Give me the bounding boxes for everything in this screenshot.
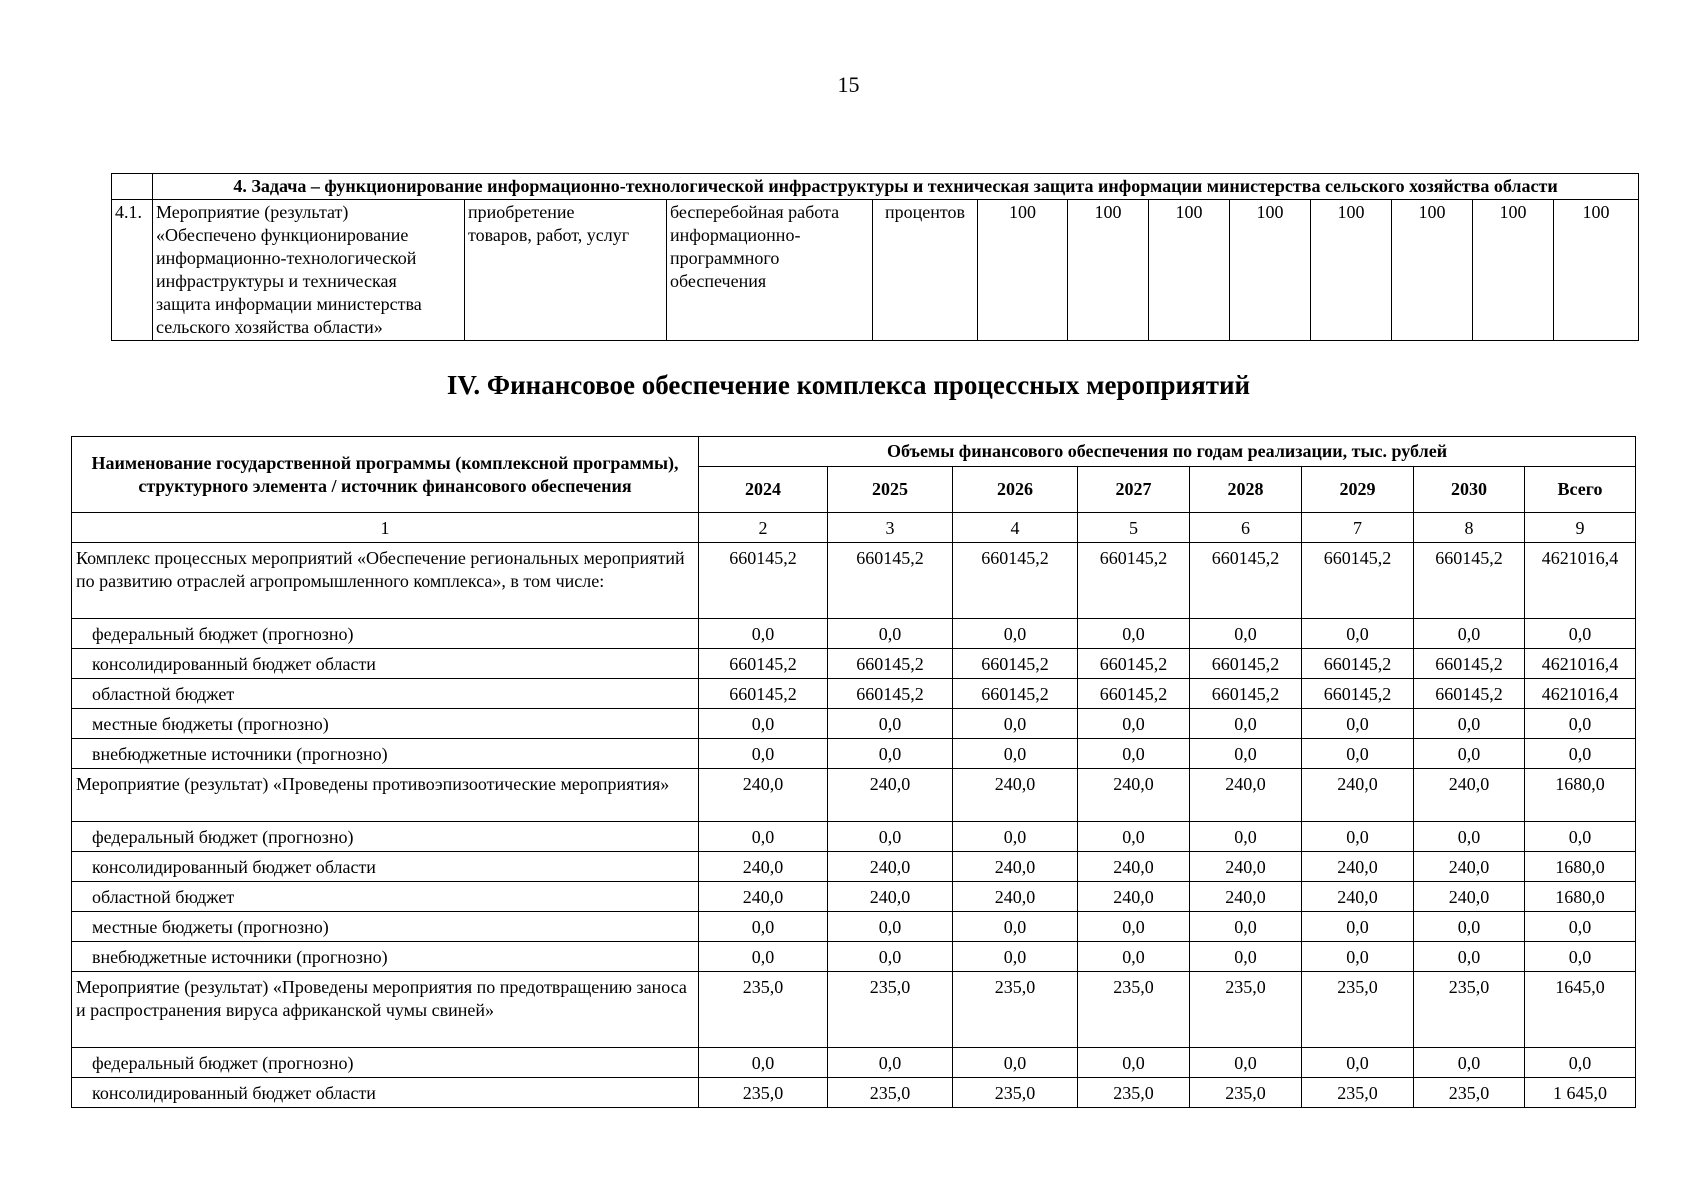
source-row <box>72 852 1636 882</box>
amount-cell: 0,0 <box>1078 912 1190 942</box>
text-line: инфраструктуры и техническая <box>156 271 397 291</box>
amount-cell: 235,0 <box>828 972 953 1048</box>
total-cell: 0,0 <box>1525 739 1636 769</box>
amount-cell: 240,0 <box>1302 769 1414 822</box>
amount-cell: 0,0 <box>1190 619 1302 649</box>
amount-cell: 0,0 <box>1302 942 1414 972</box>
amount-cell: 240,0 <box>1414 769 1525 822</box>
amount-cell: 0,0 <box>953 1048 1078 1078</box>
activity-row <box>72 769 1636 822</box>
column-number: 9 <box>1525 513 1636 543</box>
activity-name <box>153 200 465 341</box>
amount-cell: 0,0 <box>1078 709 1190 739</box>
amount-cell: 0,0 <box>1414 1048 1525 1078</box>
amount-cell: 0,0 <box>1190 822 1302 852</box>
amount-cell: 0,0 <box>699 942 828 972</box>
amount-cell: 0,0 <box>828 739 953 769</box>
amount-cell: 0,0 <box>828 709 953 739</box>
text-line: обеспечения <box>670 271 767 291</box>
amount-cell: 240,0 <box>828 769 953 822</box>
amount-cell: 0,0 <box>828 942 953 972</box>
amount-cell: 235,0 <box>953 972 1078 1048</box>
value-cell: 100 <box>1230 200 1311 341</box>
source-row <box>72 1078 1636 1108</box>
text-line: защита информации министерства <box>156 294 422 314</box>
amount-cell: 0,0 <box>828 1048 953 1078</box>
header-volumes: Объемы финансового обеспечения по годам реализации, тыс. рублей <box>699 437 1636 467</box>
amount-cell: 240,0 <box>699 769 828 822</box>
table-row <box>112 200 1639 341</box>
amount-cell: 0,0 <box>699 822 828 852</box>
total-cell: 4621016,4 <box>1525 543 1636 619</box>
source-row <box>72 649 1636 679</box>
header-year: 2026 <box>953 467 1078 513</box>
amount-cell: 0,0 <box>699 1048 828 1078</box>
amount-cell: 660145,2 <box>699 679 828 709</box>
amount-cell: 0,0 <box>828 619 953 649</box>
task-indicators-table <box>111 173 1639 341</box>
source-row <box>72 882 1636 912</box>
amount-cell: 240,0 <box>953 882 1078 912</box>
amount-cell: 0,0 <box>699 709 828 739</box>
amount-cell: 235,0 <box>1078 972 1190 1048</box>
amount-cell: 240,0 <box>1078 852 1190 882</box>
value-cell: 100 <box>1149 200 1230 341</box>
source-row <box>72 942 1636 972</box>
amount-cell: 0,0 <box>1078 942 1190 972</box>
value-cell: 100 <box>978 200 1068 341</box>
activity-row <box>72 543 1636 619</box>
amount-cell: 235,0 <box>1414 972 1525 1048</box>
amount-cell: 0,0 <box>953 942 1078 972</box>
column-number: 1 <box>72 513 699 543</box>
text-line: товаров, работ, услуг <box>468 225 630 245</box>
amount-cell: 235,0 <box>953 1078 1078 1108</box>
text-line: бесперебойная работа <box>670 202 840 222</box>
amount-cell: 660145,2 <box>1190 679 1302 709</box>
amount-cell: 660145,2 <box>1302 679 1414 709</box>
amount-cell: 660145,2 <box>828 543 953 619</box>
amount-cell: 235,0 <box>1302 1078 1414 1108</box>
amount-cell: 235,0 <box>1414 1078 1525 1108</box>
value-cell: 100 <box>1068 200 1149 341</box>
amount-cell: 0,0 <box>1414 822 1525 852</box>
amount-cell: 660145,2 <box>828 649 953 679</box>
column-number: 6 <box>1190 513 1302 543</box>
amount-cell: 235,0 <box>1078 1078 1190 1108</box>
header-year: 2024 <box>699 467 828 513</box>
column-number: 8 <box>1414 513 1525 543</box>
funding-source-name: местные бюджеты (прогнозно) <box>72 912 699 942</box>
value-cell: 100 <box>1554 200 1639 341</box>
amount-cell: 0,0 <box>699 619 828 649</box>
text-line: сельского хозяйства области» <box>156 317 383 337</box>
column-number: 2 <box>699 513 828 543</box>
amount-cell: 240,0 <box>1302 852 1414 882</box>
text-line: приобретение <box>468 202 575 222</box>
header-year: 2029 <box>1302 467 1414 513</box>
amount-cell: 0,0 <box>953 739 1078 769</box>
amount-cell: 0,0 <box>1190 739 1302 769</box>
funding-source-name: консолидированный бюджет области <box>72 1078 699 1108</box>
column-number: 5 <box>1078 513 1190 543</box>
amount-cell: 0,0 <box>1190 912 1302 942</box>
header-year: 2028 <box>1190 467 1302 513</box>
total-cell: 1645,0 <box>1525 972 1636 1048</box>
amount-cell: 0,0 <box>1302 912 1414 942</box>
section-title: IV. Финансовое обеспечение комплекса процессных мероприятий <box>446 370 1251 400</box>
amount-cell: 235,0 <box>699 1078 828 1108</box>
amount-cell: 240,0 <box>1414 852 1525 882</box>
amount-cell: 240,0 <box>953 852 1078 882</box>
value-cell: 100 <box>1311 200 1392 341</box>
text-line: информационно- <box>670 225 801 245</box>
finance-table <box>71 436 1636 1108</box>
amount-cell: 0,0 <box>1414 619 1525 649</box>
funding-source-name: консолидированный бюджет области <box>72 649 699 679</box>
amount-cell: 0,0 <box>1078 619 1190 649</box>
amount-cell: 660145,2 <box>1190 543 1302 619</box>
amount-cell: 0,0 <box>1414 912 1525 942</box>
amount-cell: 660145,2 <box>1302 543 1414 619</box>
header-year: 2030 <box>1414 467 1525 513</box>
amount-cell: 660145,2 <box>1078 679 1190 709</box>
amount-cell: 235,0 <box>1190 972 1302 1048</box>
amount-cell: 0,0 <box>1078 822 1190 852</box>
amount-cell: 660145,2 <box>953 649 1078 679</box>
amount-cell: 660145,2 <box>1078 543 1190 619</box>
amount-cell: 660145,2 <box>828 679 953 709</box>
amount-cell: 240,0 <box>1078 882 1190 912</box>
text-line: программного <box>670 248 780 268</box>
amount-cell: 240,0 <box>1190 852 1302 882</box>
amount-cell: 240,0 <box>1078 769 1190 822</box>
amount-cell: 0,0 <box>953 822 1078 852</box>
activity-characteristic <box>667 200 873 341</box>
total-cell: 1680,0 <box>1525 852 1636 882</box>
task-header: 4. Задача – функционирование информационно-технологической инфраструктуры и техническая защита информации министерства сельского хозяйства области <box>153 174 1639 200</box>
amount-cell: 660145,2 <box>953 543 1078 619</box>
amount-cell: 0,0 <box>1078 739 1190 769</box>
amount-cell: 240,0 <box>828 882 953 912</box>
source-row <box>72 619 1636 649</box>
activity-type <box>465 200 667 341</box>
amount-cell: 235,0 <box>699 972 828 1048</box>
amount-cell: 240,0 <box>953 769 1078 822</box>
amount-cell: 0,0 <box>699 739 828 769</box>
amount-cell: 0,0 <box>1078 1048 1190 1078</box>
funding-source-name: местные бюджеты (прогнозно) <box>72 709 699 739</box>
total-cell: 0,0 <box>1525 912 1636 942</box>
page-number: 15 <box>837 72 860 97</box>
amount-cell: 240,0 <box>1414 882 1525 912</box>
amount-cell: 0,0 <box>1302 822 1414 852</box>
header-name: Наименование государственной программы (комплексной программы), структурного элемента / источник финансового обеспечения <box>72 437 699 513</box>
total-cell: 4621016,4 <box>1525 649 1636 679</box>
amount-cell: 660145,2 <box>1302 649 1414 679</box>
amount-cell: 660145,2 <box>1078 649 1190 679</box>
amount-cell: 235,0 <box>1190 1078 1302 1108</box>
activity-name: Мероприятие (результат) «Проведены мероприятия по предотвращению заноса и распространения вируса африканской чумы свиней» <box>72 972 699 1048</box>
activity-row <box>72 972 1636 1048</box>
funding-source-name: федеральный бюджет (прогнозно) <box>72 619 699 649</box>
total-cell: 0,0 <box>1525 1048 1636 1078</box>
amount-cell: 0,0 <box>1190 709 1302 739</box>
amount-cell: 0,0 <box>1414 942 1525 972</box>
amount-cell: 240,0 <box>699 882 828 912</box>
amount-cell: 660145,2 <box>699 543 828 619</box>
amount-cell: 235,0 <box>828 1078 953 1108</box>
funding-source-name: консолидированный бюджет области <box>72 852 699 882</box>
amount-cell: 240,0 <box>1190 769 1302 822</box>
finance-table-body <box>72 543 1636 1108</box>
amount-cell: 0,0 <box>699 912 828 942</box>
total-cell: 1680,0 <box>1525 769 1636 822</box>
funding-source-name: внебюджетные источники (прогнозно) <box>72 739 699 769</box>
text-line: «Обеспечено функционирование <box>156 225 409 245</box>
text-line: Мероприятие (результат) <box>156 202 349 222</box>
source-row <box>72 1048 1636 1078</box>
source-row <box>72 679 1636 709</box>
amount-cell: 0,0 <box>1190 942 1302 972</box>
amount-cell: 0,0 <box>1302 619 1414 649</box>
value-cell: 100 <box>1392 200 1473 341</box>
amount-cell: 660145,2 <box>953 679 1078 709</box>
header-total: Всего <box>1525 467 1636 513</box>
column-number: 4 <box>953 513 1078 543</box>
funding-source-name: федеральный бюджет (прогнозно) <box>72 822 699 852</box>
amount-cell: 235,0 <box>1302 972 1414 1048</box>
funding-source-name: федеральный бюджет (прогнозно) <box>72 1048 699 1078</box>
source-row <box>72 739 1636 769</box>
amount-cell: 240,0 <box>828 852 953 882</box>
value-cell: 100 <box>1473 200 1554 341</box>
amount-cell: 660145,2 <box>1190 649 1302 679</box>
amount-cell: 240,0 <box>699 852 828 882</box>
source-row <box>72 912 1636 942</box>
row-number: 4.1. <box>112 200 153 341</box>
amount-cell: 0,0 <box>1414 709 1525 739</box>
amount-cell: 0,0 <box>1414 739 1525 769</box>
total-cell: 0,0 <box>1525 619 1636 649</box>
amount-cell: 0,0 <box>1302 1048 1414 1078</box>
amount-cell: 0,0 <box>1302 709 1414 739</box>
amount-cell: 240,0 <box>1302 882 1414 912</box>
source-row <box>72 709 1636 739</box>
amount-cell: 0,0 <box>1302 739 1414 769</box>
amount-cell: 0,0 <box>1190 1048 1302 1078</box>
amount-cell: 0,0 <box>953 709 1078 739</box>
total-cell: 1680,0 <box>1525 882 1636 912</box>
funding-source-name: областной бюджет <box>72 882 699 912</box>
funding-source-name: внебюджетные источники (прогнозно) <box>72 942 699 972</box>
total-cell: 4621016,4 <box>1525 679 1636 709</box>
amount-cell: 660145,2 <box>1414 649 1525 679</box>
total-cell: 1 645,0 <box>1525 1078 1636 1108</box>
amount-cell: 0,0 <box>828 912 953 942</box>
activity-name: Мероприятие (результат) «Проведены противоэпизоотические мероприятия» <box>72 769 699 822</box>
header-year: 2025 <box>828 467 953 513</box>
header-year: 2027 <box>1078 467 1190 513</box>
text-line: информационно-технологической <box>156 248 417 268</box>
amount-cell: 660145,2 <box>699 649 828 679</box>
amount-cell: 0,0 <box>953 912 1078 942</box>
amount-cell: 660145,2 <box>1414 679 1525 709</box>
column-number: 3 <box>828 513 953 543</box>
activity-name: Комплекс процессных мероприятий «Обеспечение региональных мероприятий по развитию отраслей агропромышленного комплекса», в том числе: <box>72 543 699 619</box>
unit-cell: процентов <box>873 200 978 341</box>
amount-cell: 0,0 <box>953 619 1078 649</box>
funding-source-name: областной бюджет <box>72 679 699 709</box>
amount-cell: 240,0 <box>1190 882 1302 912</box>
column-number: 7 <box>1302 513 1414 543</box>
total-cell: 0,0 <box>1525 709 1636 739</box>
source-row <box>72 822 1636 852</box>
amount-cell: 0,0 <box>828 822 953 852</box>
total-cell: 0,0 <box>1525 942 1636 972</box>
amount-cell: 660145,2 <box>1414 543 1525 619</box>
total-cell: 0,0 <box>1525 822 1636 852</box>
